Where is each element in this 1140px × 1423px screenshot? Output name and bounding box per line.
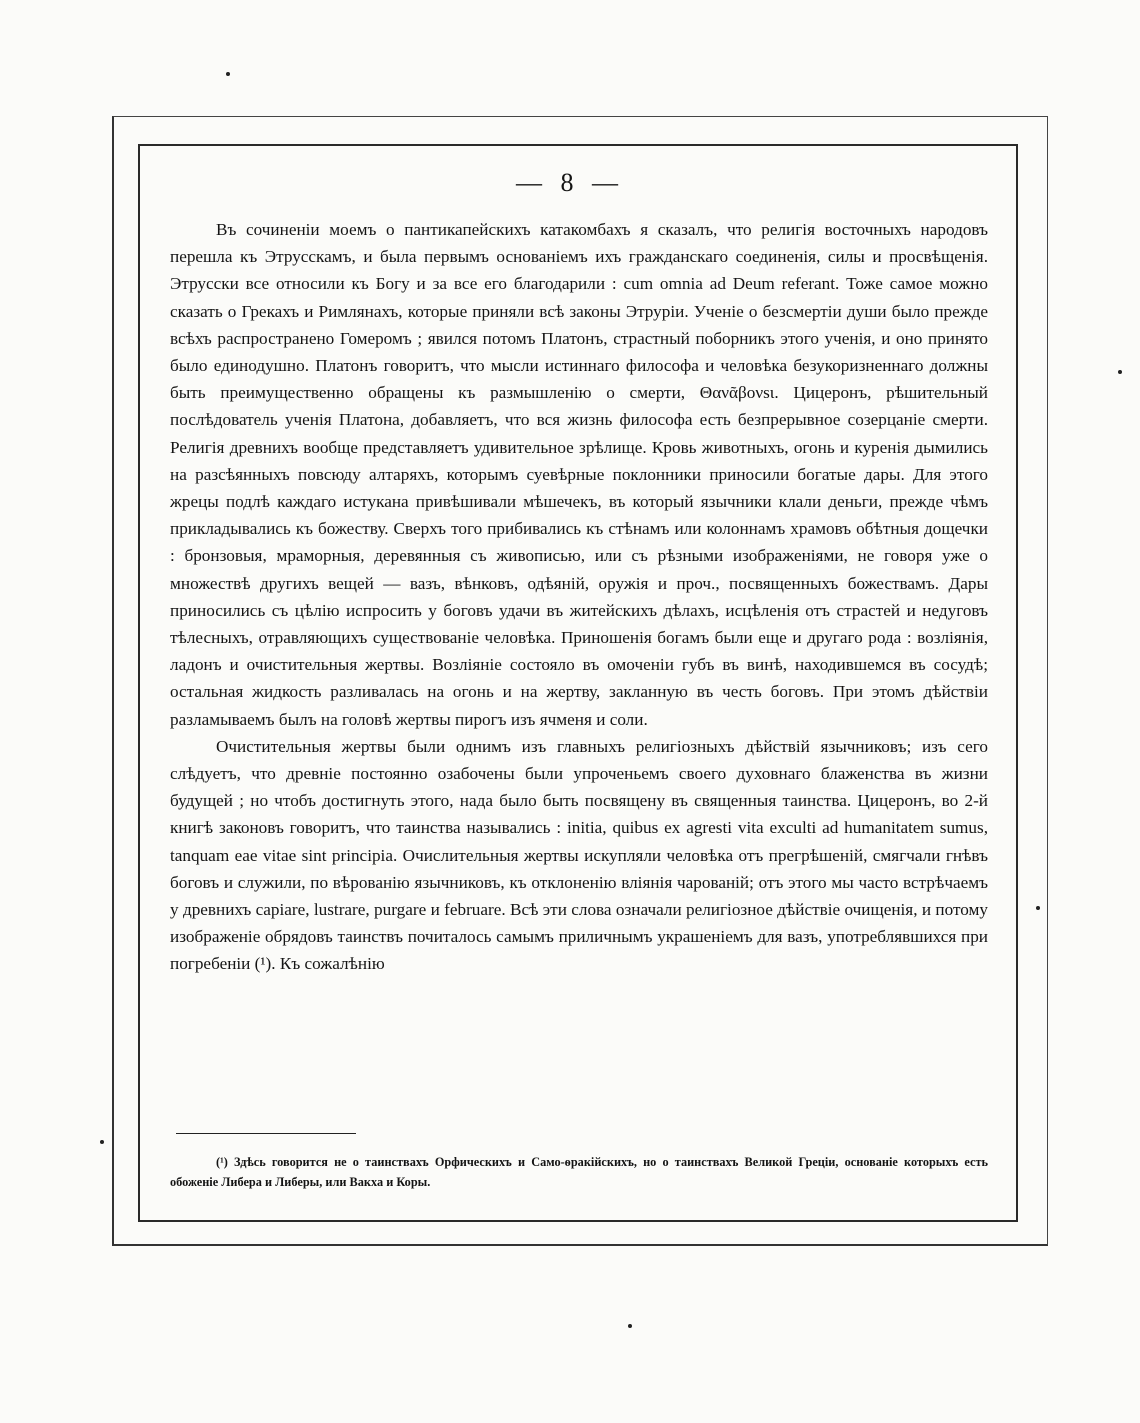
- scan-speck: [226, 72, 230, 76]
- scan-speck: [628, 1324, 632, 1328]
- paragraph-2: Очистительныя жертвы были однимъ изъ главныхъ религіозныхъ дѣйствій язычниковъ; изъ сего слѣдуетъ, что древніе постоянно озабочены были упроченьемъ своего духовнаго блаженства въ жизни будущей ; но чтобъ достигнуть этого, нада было быть посвящену въ священныя таинства. Цицеронъ, во 2-й книгѣ законовъ говоритъ, что таинства назывались : initia, quibus ex agresti vita exculti ad humanitatem sumus, tanquam eae vitae sint principia. Очислительныя жертвы искупляли человѣка отъ прегрѣшеній, смягчали гнѣвъ боговъ и служили, по вѣрованію язычниковъ, къ отклоненію вліянія чарованій; отъ этого мы часто встрѣчаемъ у древнихъ capiare, lustrare, purgare и februare. Всѣ эти слова означали религіозное дѣйствіе очищенія, и потому изображеніе обрядовъ таинствъ почиталось самымъ приличнымъ украшеніемъ для вазъ, употреблявшихся при погребеніи (¹). Къ сожалѣнію: [170, 736, 988, 974]
- scan-speck: [1118, 370, 1122, 374]
- footnote: (¹) Здѣсь говорится не о таинствахъ Орфическихъ и Само-ѳракійскихъ, но о таинствахъ Великой Греціи, основаніе которыхъ есть обоженіе Либера и Либеры, или Вакха и Коры.: [170, 1155, 988, 1189]
- page-number: — 8 —: [516, 168, 624, 197]
- paragraph-1: Въ сочиненіи моемъ о пантикапейскихъ катакомбахъ я сказалъ, что религія восточныхъ народовъ перешла къ Этрусскамъ, и была первымъ основаніемъ ихъ гражданскаго соединенія, силы и просвѣщенія. Этрусски все относили къ Богу и за все его благодарили : cum omnia ad Deum referant. Тоже самое можно сказать о Грекахъ и Римлянахъ, которые приняли всѣ законы Этруріи. Ученіе о безсмертіи души было прежде всѣхъ распространено Гомеромъ ; явился потомъ Платонъ, страстный поборникъ этого ученія, и оно принято было единодушно. Платонъ говоритъ, что мысли истиннаго философа и человѣка безукоризненнаго должны быть преимущественно обращены къ размышленію о смерти, Θανᾶβονsι. Цицеронъ, рѣшительный послѣдователь ученія Платона, добавляетъ, что вся жизнь философа есть безпрерывное созерцаніе смерти. Религія древнихъ вообще представляетъ удивительное зрѣлище. Кровь животныхъ, огонь и куренія дымились на разсѣянныхъ повсюду алтаряхъ, которымъ суевѣрные поклонники приносили богатые дары. Для этого жрецы подлѣ каждаго истукана привѣшивали мѣшечекъ, въ который язычники клали деньги, прежде чѣмъ прикладывались къ божеству. Сверхъ того прибивались къ стѣнамъ или колоннамъ храмовъ обѣтныя дощечки : бронзовыя, мраморныя, деревянныя съ живописью, или съ рѣзными изображеніями, не говоря уже о множествѣ другихъ вещей — вазъ, вѣнковъ, одѣяній, оружія и проч., посвященныхъ божествамъ. Дары приносились съ цѣлію испросить у боговъ удачи въ житейскихъ дѣлахъ, исцѣленія отъ страстей и недуговъ тѣлесныхъ, отравляющихъ существованіе человѣка. Приношенія богамъ были еще и другаго рода : возліянія, ладонъ и очистительныя жертвы. Возліяніе состояло въ омоченіи губъ въ винѣ, находившемся въ сосудѣ; остальная жидкость разливалась на огонь и на жертву, закланную въ честь боговъ. При этомъ дѣйствіи разламываемъ былъ на головѣ жертвы пирогъ изъ ячменя и соли.: [170, 220, 988, 729]
- scan-speck: [100, 1140, 104, 1144]
- main-text: [170, 216, 988, 978]
- footnote-separator: [176, 1133, 356, 1134]
- scan-speck: [1036, 906, 1040, 910]
